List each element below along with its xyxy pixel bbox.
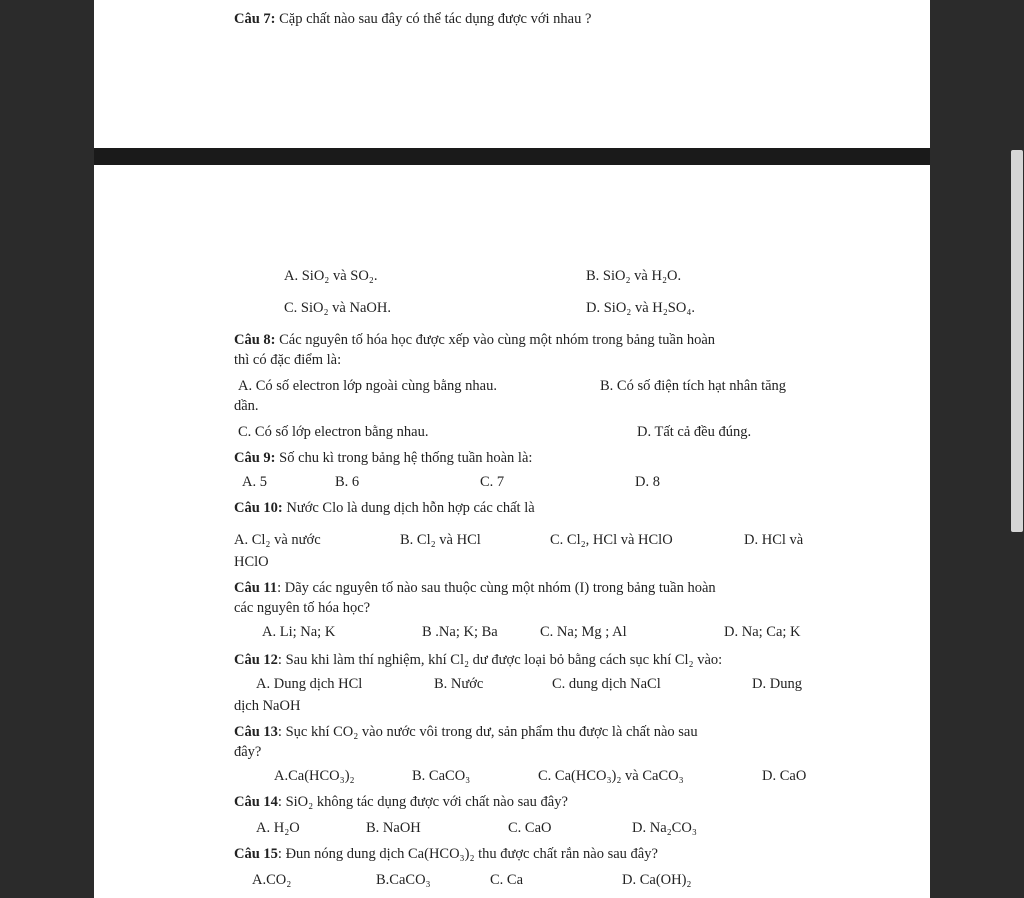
question-9 [234,449,532,467]
answer-option: B. 6 [335,474,360,490]
answer-option: B. Có số điện tích hạt nhân tăng [600,378,787,394]
question-8-cont: thì có đặc điểm là: [234,352,342,368]
question-label: Câu 8: [234,332,276,348]
question-label: Câu 10: [234,500,283,516]
answer-option: A. Dung dịch HCl [256,676,363,692]
question-10 [234,499,535,517]
question-text: : Sau khi làm thí nghiệm, khí Cl₂ dư được loại bỏ bằng cách sục khí Cl₂ vào: [277,652,723,668]
question-14 [234,793,568,811]
answer-option: C. CaO [508,820,552,836]
answer-option: D. Na; Ca; K [724,624,801,640]
answer-option: B.CaCO₃ [376,872,431,888]
answer-option: B. Nước [434,676,484,692]
answer-option: D. HCl và [744,532,804,548]
answer-option: C. Có số lớp electron bằng nhau. [238,424,429,440]
answer-option: A. Li; Na; K [262,624,336,640]
answer-option: D. Tất cả đều đúng. [637,424,752,440]
question-11 [234,579,716,597]
answer-option: D. CaO [762,768,807,784]
question-7 [234,10,591,28]
answer-option: A.Ca(HCO₃)₂ [274,768,355,784]
question-text: Cặp chất nào sau đây có thể tác dụng được với nhau ? [279,11,592,27]
question-text: Số chu kì trong bảng hệ thống tuần hoàn là: [279,450,533,466]
question-text: Nước Clo là dung dịch hỗn hợp các chất là [286,500,535,516]
answer-option-cont: HClO [234,554,269,570]
question-label: Câu 7: [234,11,276,27]
question-label: Câu 9: [234,450,276,466]
answer-option: A. Có số electron lớp ngoài cùng bằng nhau. [238,378,497,394]
answer-option: D. 8 [635,474,660,490]
question-text: : Đun nóng dung dịch Ca(HCO₃)₂ thu được chất rắn nào sau đây? [277,846,658,862]
question-label: Câu 11 [234,580,278,596]
answer-option: C. 7 [480,474,505,490]
question-12 [234,651,722,669]
answer-option: C. Ca(HCO₃)₂ và CaCO₃ [538,768,684,784]
answer-option: D. SiO₂ và H₂SO₄. [586,300,696,316]
question-label: Câu 14 [234,794,278,810]
answer-option: A.CO₂ [252,872,292,888]
answer-option: C. SiO₂ và NaOH. [284,300,391,316]
answer-option: B .Na; K; Ba [422,624,498,640]
answer-option: C. Ca [490,872,524,888]
answer-option: C. Cl₂, HCl và HClO [550,532,673,548]
question-11-cont: các nguyên tố hóa học? [234,600,371,616]
answer-option: A. Cl₂ và nước [234,532,321,548]
question-text: : SiO₂ không tác dụng được với chất nào sau đây? [277,794,568,810]
answer-option: A. 5 [242,474,267,490]
question-text: : Dãy các nguyên tố nào sau thuộc cùng một nhóm (I) trong bảng tuần hoàn [277,580,716,596]
document-page-1 [94,0,930,148]
question-text: : Sục khí CO₂ vào nước vôi trong dư, sản phẩm thu được là chất nào sau [277,724,698,740]
question-label: Câu 12 [234,652,278,668]
page-divider [94,148,930,165]
scrollbar-thumb[interactable] [1011,150,1023,532]
answer-option: B. NaOH [366,820,421,836]
answer-option: B. Cl₂ và HCl [400,532,481,548]
document-page-2 [94,165,930,898]
question-8 [234,331,715,349]
question-label: Câu 13 [234,724,278,740]
question-13-cont: đây? [234,744,262,760]
answer-option: D. Na₂CO₃ [632,820,697,836]
question-15 [234,845,658,863]
answer-option: B. SiO₂ và H₂O. [586,268,682,284]
answer-option-cont: dịch NaOH [234,698,301,714]
answer-option-cont: dần. [234,398,259,414]
answer-option: B. CaCO₃ [412,768,471,784]
question-text: Các nguyên tố hóa học được xếp vào cùng một nhóm trong bảng tuần hoàn [279,332,716,348]
answer-option: D. Ca(OH)₂ [622,872,692,888]
answer-option: A. H₂O [256,820,300,836]
answer-option: A. SiO₂ và SO₂. [284,268,378,284]
question-13 [234,723,698,741]
answer-option: D. Dung [752,676,802,692]
answer-option: C. dung dịch NaCl [552,676,661,692]
answer-option: C. Na; Mg ; Al [540,624,627,640]
question-label: Câu 15 [234,846,278,862]
